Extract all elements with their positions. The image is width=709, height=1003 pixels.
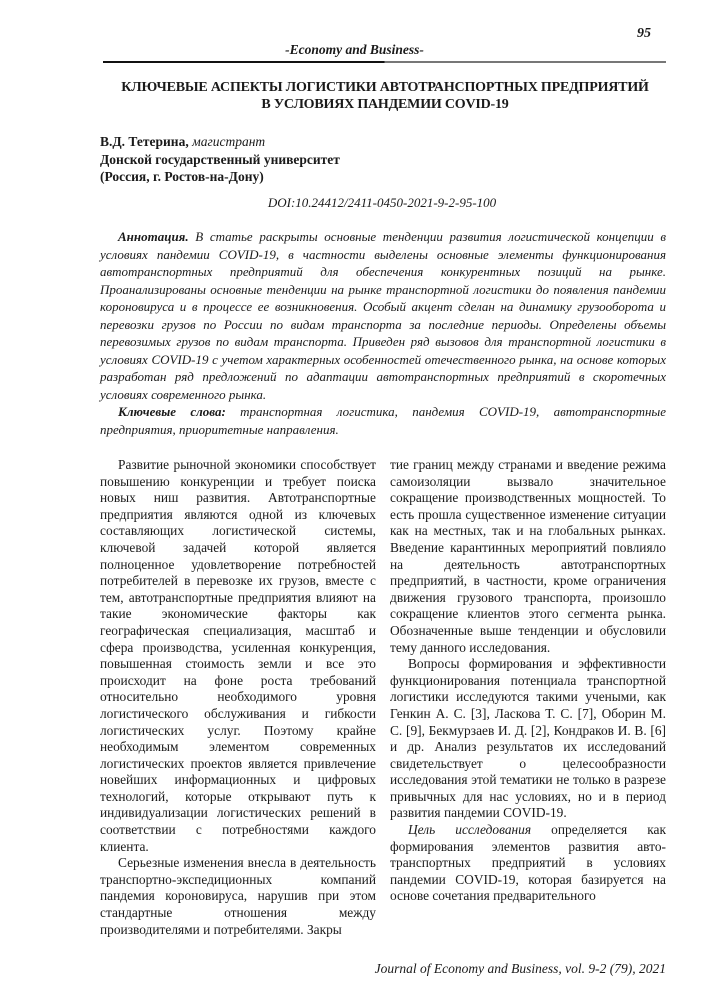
author-name: В.Д. Тетерина, (100, 134, 189, 149)
keywords-paragraph (100, 403, 666, 438)
body-paragraph: Вопросы формирования и эффективности функционирования потенциала транспортной логистики исследуются такими учеными, как Генкин А. С. [3], Ласкова Т. С. [7], Оборин М. С. [9], Бекмурзаев И. Д. [2], Кондраков И. В. [6] и др. Анализ результатов их исследований свидетельствует о целесообразности исследования этой тематики не только в разрезе привычных для нас условиях, но и в период развития пандемии COVID-19. (390, 656, 666, 821)
location: (Россия, г. Ростов-на-Дону) (100, 169, 264, 184)
abstract-paragraph (100, 228, 666, 403)
body-columns (100, 457, 666, 938)
abstract (100, 228, 666, 438)
author-role: магистрант (192, 134, 266, 149)
abstract-text: В статье раскрыты основные тенденции развития логистической концепции в условиях пандемии COVID-19, в частности выделены основные элементы функционирования автотранспортных предприятий для обеспечения конкурентных позиций на рынке. Проанализированы основные тенденции на рынке транспортной логистики до появления пандемии короновируса и в процессе ее возникновения. Особый акцент сделан на динамику грузооборота и перевозки грузов по России по видам транспорта за последние периоды. Определены объемы перевозимых грузов по видам транспорта. Приведен ряд вызовов для транспортной логистики в условиях COVID-19 с учетом характерных особенностей отечественного рынка, на основе которых разработан ряд предложений по адаптации автотранспортных предприятий в скоротечных условиях современного рынка. (100, 229, 666, 402)
author-block (100, 133, 340, 186)
article-title-line2: В УСЛОВИЯХ ПАНДЕМИИ COVID-19 (261, 97, 509, 112)
affiliation: Донской государственный университет (100, 151, 340, 167)
body-paragraph-continued: тие границ между странами и введение режима самоизоляции вызвало значительное сокращение производственных мощностей. То есть прошла существенное изменение ситуации как на местных, так и на глобальных рынках. Введение карантинных мероприятий повлияло на деятельность автотранспортных предприятий, в частности, кроме ограничения движения грузового транспорта, произошло сокращение клиентов этого сегмента рынка. Обозначенные выше тенденции и обусловили тему данного исследования. (390, 457, 666, 655)
doi[interactable]: DOI:10.24412/2411-0450-2021-9-2-95-100 (267, 195, 497, 210)
page-number: 95 (637, 26, 651, 41)
header-rule (103, 61, 666, 63)
running-head: -Economy and Business- (285, 42, 424, 57)
author-line (100, 133, 340, 151)
research-goal-label: Цель исследования (408, 822, 532, 838)
body-paragraph: Развитие рыночной экономики способствует повышению конкуренции и требует поиска новых ниш развития. Автотранспортные предприятия являются одной из ключевых составляющих логистической системы, ключевой задачей которой является полноценное удовлетворение потребностей потребителей в перевозке их грузов, вместе с тем, автотранспортные предприятия влияют на такие экономические факторы как географическая специализация, масштаб и сфера производства, усиленная конкуренция, повышенная стоимость земли и все это происходит на фоне роста требований относительно необходимого уровня логистического обслуживания и гибкости логистических услуг. Поэтому крайне необходимым элементом современных логистических проектов является привлечение новейших информационных и цифровых технологий, которые открывают путь к индивидуализации логистических решений в соответствии с потребностями каждого клиента. (100, 457, 376, 854)
keywords-text: транспортная логистика, пандемия COVID-19, автотранспортные предприятия, приоритетные направления. (100, 404, 666, 437)
journal-footer: Journal of Economy and Business, vol. 9-2 (79), 2021 (374, 961, 666, 976)
article-title (100, 79, 670, 113)
body-paragraph: Серьезные изменения внесла в деятельность транспортно-экспедиционных компаний пандемия короновируса, нарушив при этом стандартные отношения между производителями и потребителями. Закры (100, 855, 376, 937)
keywords-label: Ключевые слова: (118, 404, 226, 419)
body-paragraph (390, 822, 666, 905)
right-column (390, 457, 666, 938)
article-title-line1: КЛЮЧЕВЫЕ АСПЕКТЫ ЛОГИСТИКИ АВТОТРАНСПОРТНЫХ ПРЕДПРИЯТИЙ (121, 80, 649, 95)
abstract-label: Аннотация. (118, 229, 189, 244)
research-goal-text: определяется как формирования элементов развития автотранспортных предприятий в условиях пандемии COVID-19, которая базируется на основе сочетания предварительного (390, 822, 666, 904)
left-column (100, 457, 376, 938)
